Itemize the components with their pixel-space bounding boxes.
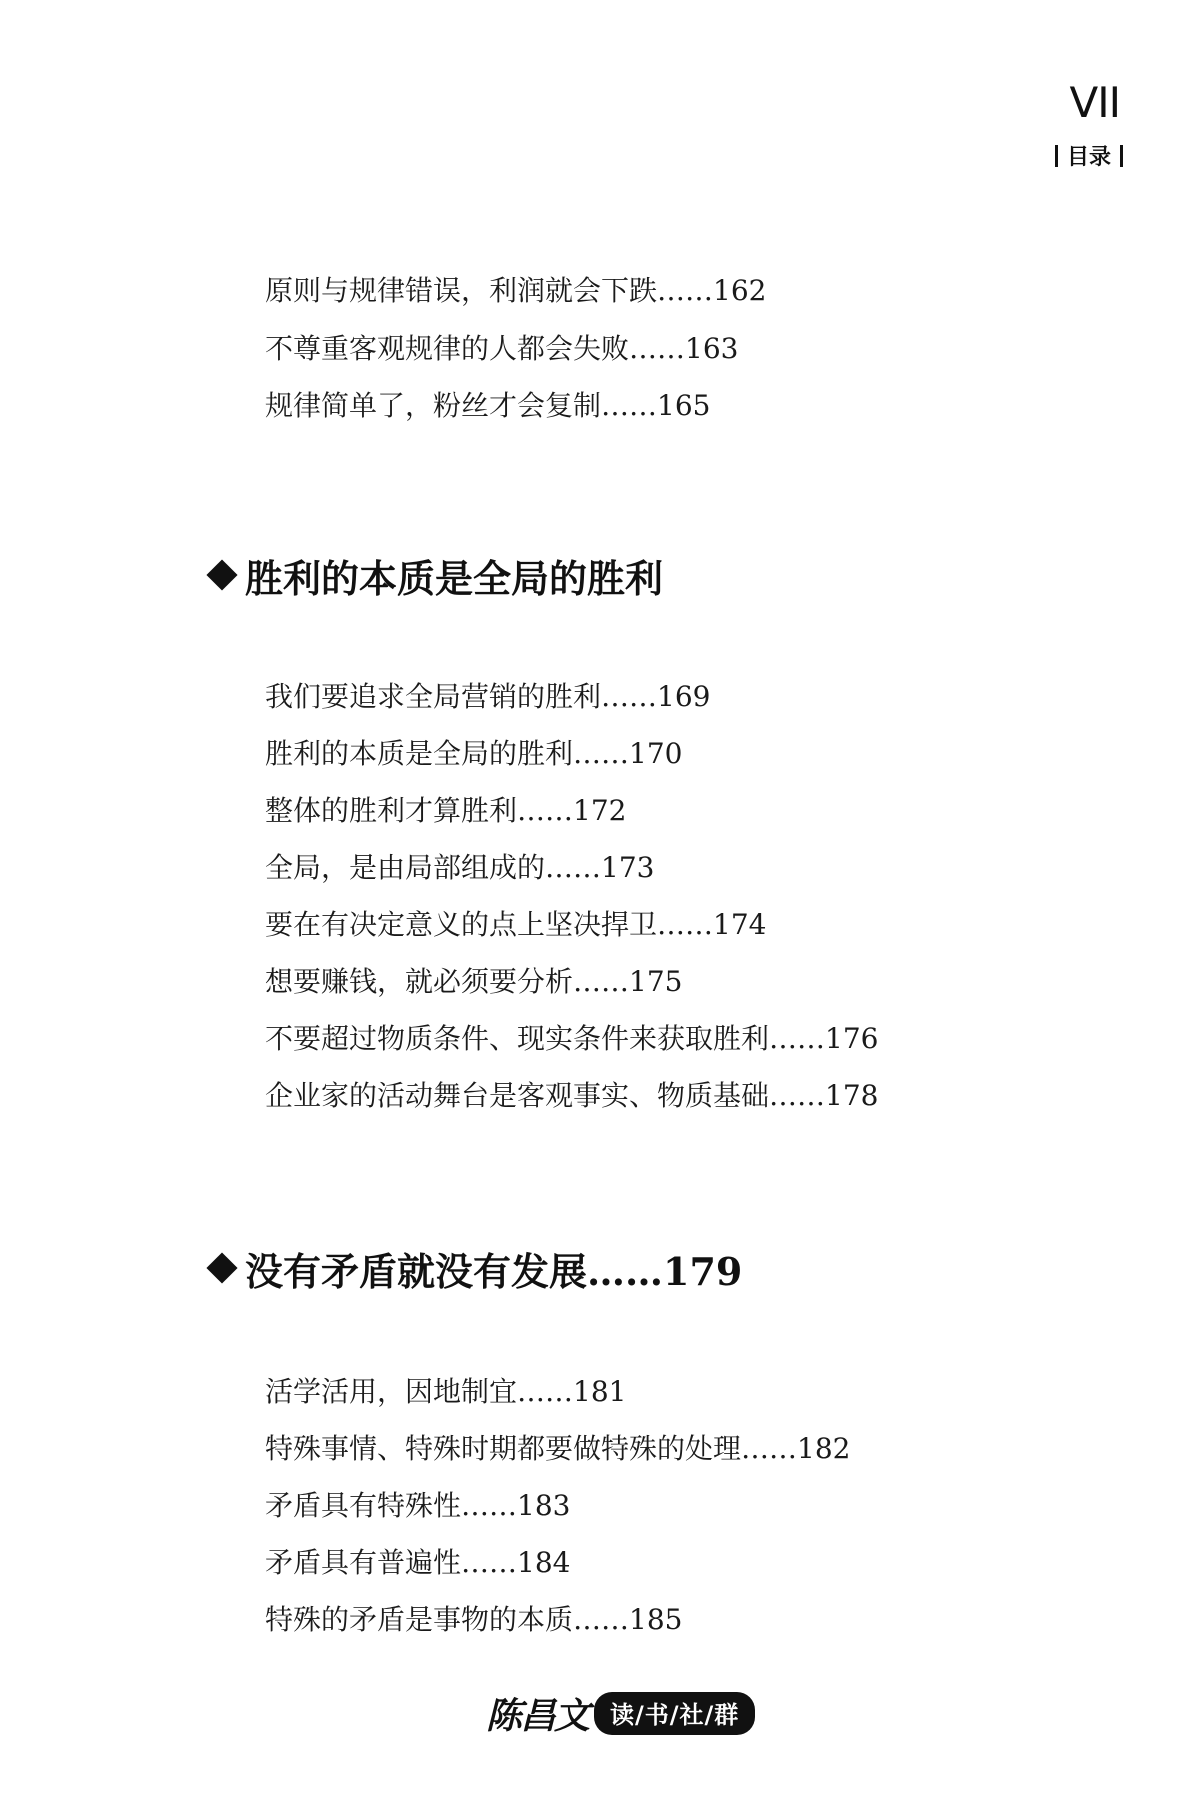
running-head-label: 目录	[1066, 145, 1111, 170]
toc-section-heading	[205, 556, 664, 601]
toc-entry: 要在有决定意义的点上坚决捍卫……174	[265, 908, 767, 941]
toc-entry: 活学活用，因地制宜……181	[265, 1375, 627, 1408]
logo-tag: 读/书/社/群	[594, 1692, 755, 1735]
logo-name: 陈昌文	[486, 1694, 589, 1737]
toc-entry: 特殊事情、特殊时期都要做特殊的处理……182	[265, 1432, 851, 1465]
toc-entry: 企业家的活动舞台是客观事实、物质基础……178	[265, 1079, 879, 1112]
divider	[1120, 145, 1123, 167]
toc-entry: 规律简单了，粉丝才会复制……165	[265, 389, 711, 422]
section-heading-text: 胜利的本质是全局的胜利	[245, 556, 664, 601]
page-number: VII	[1069, 78, 1120, 127]
divider	[1055, 145, 1058, 167]
diamond-bullet-icon	[206, 559, 237, 590]
running-head	[1046, 140, 1132, 171]
toc-entry: 想要赚钱，就必须要分析……175	[265, 965, 683, 998]
toc-entry: 矛盾具有特殊性……183	[265, 1489, 571, 1522]
toc-entry: 特殊的矛盾是事物的本质……185	[265, 1603, 683, 1636]
toc-entry: 不要超过物质条件、现实条件来获取胜利……176	[265, 1022, 879, 1055]
toc-entry: 不尊重客观规律的人都会失败……163	[265, 332, 739, 365]
toc-entry: 矛盾具有普遍性……184	[265, 1546, 571, 1579]
toc-section-heading	[205, 1249, 743, 1294]
publisher-logo	[486, 1692, 755, 1737]
diamond-bullet-icon	[206, 1252, 237, 1283]
section-heading-text: 没有矛盾就没有发展……179	[245, 1249, 743, 1294]
toc-entry: 整体的胜利才算胜利……172	[265, 794, 627, 827]
toc-entry: 胜利的本质是全局的胜利……170	[265, 737, 683, 770]
toc-entry: 全局，是由局部组成的……173	[265, 851, 655, 884]
toc-entry: 原则与规律错误，利润就会下跌……162	[265, 274, 767, 307]
toc-entry: 我们要追求全局营销的胜利……169	[265, 680, 711, 713]
